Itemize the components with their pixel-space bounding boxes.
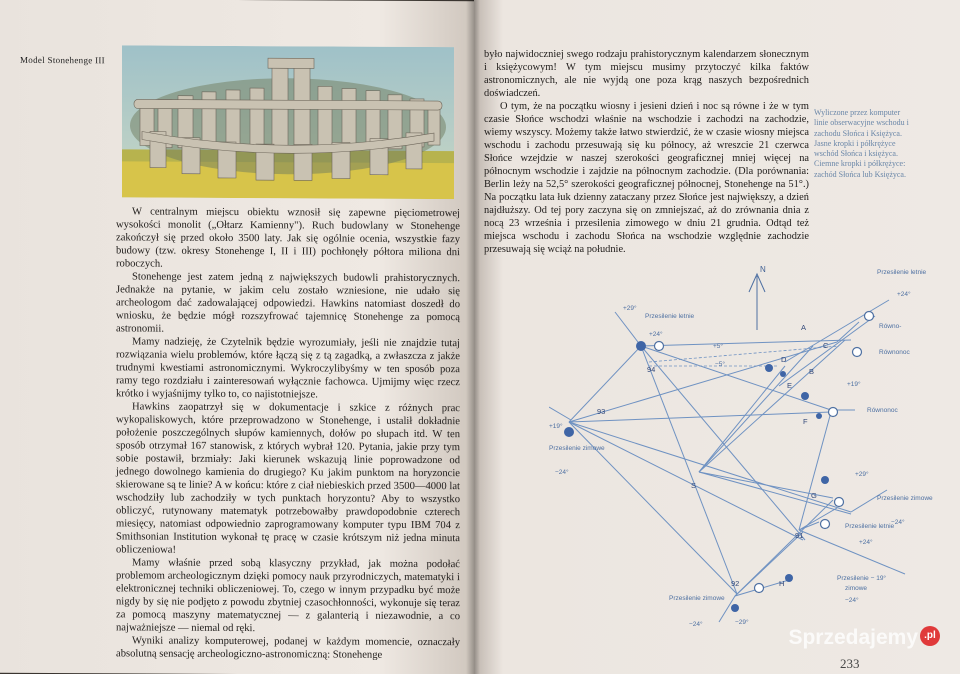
stone-93: 93 xyxy=(597,407,606,416)
paragraph: Mamy nadzieję, że Czytelnik będzie wyrozumiały, jeśli nie znajdzie tutaj rozwiązania wielu problemów, które łączą się z tą zagadką, a zwłaszcza z jakże trudnymi kwestiami astronomicznymi. Wykroczylibyśmy w ten sposób poza ramy tego rozdziału i zainteresowań wyłącznie fachowca. Ujmijmy więc rzecz krótko i wyjaśnijmy tylko to, co najistotniejsze. xyxy=(116,336,460,401)
stone-G: G xyxy=(811,491,817,500)
paragraph: było najwidoczniej swego rodzaju prahistorycznym kalendarzem słonecznym i księżycowym! W tym miejscu musimy przytoczyć kilka faktów astronomicznych, ale nie wyjdą one poza krąg naszych bezpośrednich doświadczeń. xyxy=(484,49,809,99)
label-minus24-right-c: −24° xyxy=(845,597,859,604)
stone-B: B xyxy=(809,367,815,376)
paragraph: Wyniki analizy komputerowej, podanej w każdym momencie, oznaczały absolutną sensację archeologiczno-astronomiczną: Stonehenge xyxy=(116,635,460,661)
label-solstice-summer-right: Przesilenie letnie xyxy=(877,269,927,276)
stone-D: D xyxy=(781,355,787,364)
stonehenge-illustration xyxy=(122,45,454,199)
label-plus29-right: +29° xyxy=(855,471,869,478)
label-solstice-winter-bottom: Przesilenie zimowe xyxy=(669,595,725,602)
figure-caption: Wyliczone przez komputer linie obserwacyjne wschodu i zachodu Słońca i Księżyca. Jasne kropki i półkrężyce wschód Słońca i księżyca. Ciemne kropki i półkrężyce: zachód Słońca lub Księżyca. xyxy=(814,108,909,179)
stone-H: H xyxy=(779,579,785,588)
stone-A: A xyxy=(801,323,807,332)
stone-92: 92 xyxy=(731,579,740,588)
label-minus24-bottom: −24° xyxy=(689,621,703,628)
label-minus19-right: Przesilenie − 19° xyxy=(837,575,887,582)
stone-91: 91 xyxy=(795,531,804,540)
book-spine-shadow xyxy=(466,0,480,674)
label-equinox-mid: Równonoc xyxy=(867,407,898,414)
label-plus24-right: +24° xyxy=(897,291,911,298)
label-minus5: −5° xyxy=(715,361,726,368)
running-head: Model Stonehenge III xyxy=(20,54,105,66)
stone-C: C xyxy=(823,341,829,350)
label-minus24-right-a: −24° xyxy=(891,519,905,526)
watermark-logo xyxy=(788,626,940,650)
paragraph: Stonehenge jest zatem jedną z największych budowli prahistorycznych. Jednakże na pytanie, w jakim celu zostało wzniesione, nie udało się archeologom dać zadowalającej odpowiedzi. Hawkins natomiast doszedł do wniosku, że będzie mógł rozszyfrować tajemnicę Stonehenge za pomocą astronomii. xyxy=(116,271,460,335)
north-label: N xyxy=(760,265,766,274)
rising-points xyxy=(655,312,874,593)
label-plus24-left: +24° xyxy=(649,331,663,338)
right-page xyxy=(474,0,960,674)
watermark-text: Sprzedajemy xyxy=(788,626,918,649)
label-plus29-left: +29° xyxy=(623,305,637,312)
label-solstice-winter-left: Przesilenie zimowe xyxy=(549,445,605,452)
label-solstice-summer-left: Przesilenie letnie xyxy=(645,313,695,320)
label-zimowe: zimowe xyxy=(845,585,868,592)
stone-E: E xyxy=(787,381,793,390)
paragraph: O tym, że na początku wiosny i jesieni dzień i noc są równe i że w tym czasie Słońce wschodzi właśnie na wschodzie i zachodzi na zachodzie, wiemy wszyscy. Możemy także łatwo stwierdzić, że w czasie wiosny miejsca wschodu i zachodu przesuwają się ku północy, aż wreszcie 21 czerwca Słońce wzejdzie w naszej szerokości geograficznej mniej więcej na północnym wschodzie i zajdzie na północnym zachodzie. (Dla porównania: Berlin leży na 52,5° szerokości geograficznej północnej, Stonehenge na 51°.) Na początku lata łuk dzienny zataczany przez Słońce jest największy, a dzień najdłuższy. Od tej pory zaczyna się on zmniejszać, aż do zrównania dnia z nocą 23 września i przesilenia zimowego w dniu 21 grudnia. Odtąd też miejsca wschodu i zachodu Słońca na wschodzie względnie zachodzie przesuwają się wciąż na południe. xyxy=(484,101,809,255)
label-equinox-top: Równonoc xyxy=(879,349,910,356)
label-minus24-left: −24° xyxy=(555,469,569,476)
left-body-text xyxy=(116,205,460,662)
paragraph: Mamy właśnie przed sobą klasyczny przykład, jak można podołać problemom archeologicznym dzięki pomocy nauk przyrodniczych, matematyki i elektronicznej techniki obliczeniowej. To, czego w innym przypadku być może nigdy by się nie podjęto z powodu zbytniej czasochłonności, wykonuje się teraz za pomocą maszyny matematycznej — z galanterią i niezawodnie, a co najważniejsze — niemal od ręki. xyxy=(116,557,460,635)
sight-lines xyxy=(549,300,905,622)
label-solstice-winter-right: Przesilenie zimowe xyxy=(877,495,933,502)
left-page xyxy=(0,0,474,674)
north-arrow xyxy=(749,274,765,330)
stone-S: S xyxy=(691,481,697,490)
paragraph: W centralnym miejscu obiektu wznosił się zapewne pięciometrowej wysokości monolit („Ołtarz Kamienny"). Ruch budowlany w Stonehenge zakończył się przed około 3500 laty. Jak się ogólnie ocenia, wszystkie fazy budowy (tzw. okresy Stonehenge I, II i III) pochłonęły półtora miliona dni roboczych. xyxy=(116,206,460,270)
paragraph: Hawkins zaopatrzył się w dokumentacje i szkice z różnych prac wykopaliskowych, które przeprowadzono w Stonehenge, i ustalił dokładnie położenie poszczególnych słupów kamiennych, dołów po słupach itd. W ten sposób otrzymał 167 stanowisk, z których wybrał 120. Pytania, jakie przy tym sobie postawił, brzmiały: Jaki kierunek wskazują linie poprowadzone od jednego dowolnego kamienia do drugiego? Ku jakim punktom na horyzoncie skierowane są te linie? A w końcu: które z ciał niebieskich przed 3500—4000 lat wschodziły lub zachodziły w tych punktach horyzontu? Aby to wszystko obliczyć, rutynowany matematyk potrzebowałby prawdopodobnie czterech miesięcy, natomiast odpowiednio zaprogramowany komputer typu IBM 704 z Smithsonian Institution wykonał tę pracę w czasie krótszym niż jedna minuta obliczeniowa! xyxy=(116,401,460,556)
stone-F: F xyxy=(803,417,808,426)
watermark-badge: .pl xyxy=(920,626,940,646)
label-minus29-bottom: −29° xyxy=(735,619,749,626)
right-body-text xyxy=(484,48,809,256)
label-solstice-summer-right-b: Przesilenie letnie xyxy=(845,523,895,530)
stone-94: 94 xyxy=(647,365,656,374)
alignment-diagram xyxy=(549,262,960,642)
page-number: 233 xyxy=(840,656,860,671)
label-plus24-right-b: +24° xyxy=(859,539,873,546)
label-plus19-left: +19° xyxy=(549,423,563,430)
label-plus5: +5° xyxy=(713,343,724,350)
label-equinox-top-prefix: Równo- xyxy=(879,323,902,330)
label-plus19-right: +19° xyxy=(847,381,861,388)
